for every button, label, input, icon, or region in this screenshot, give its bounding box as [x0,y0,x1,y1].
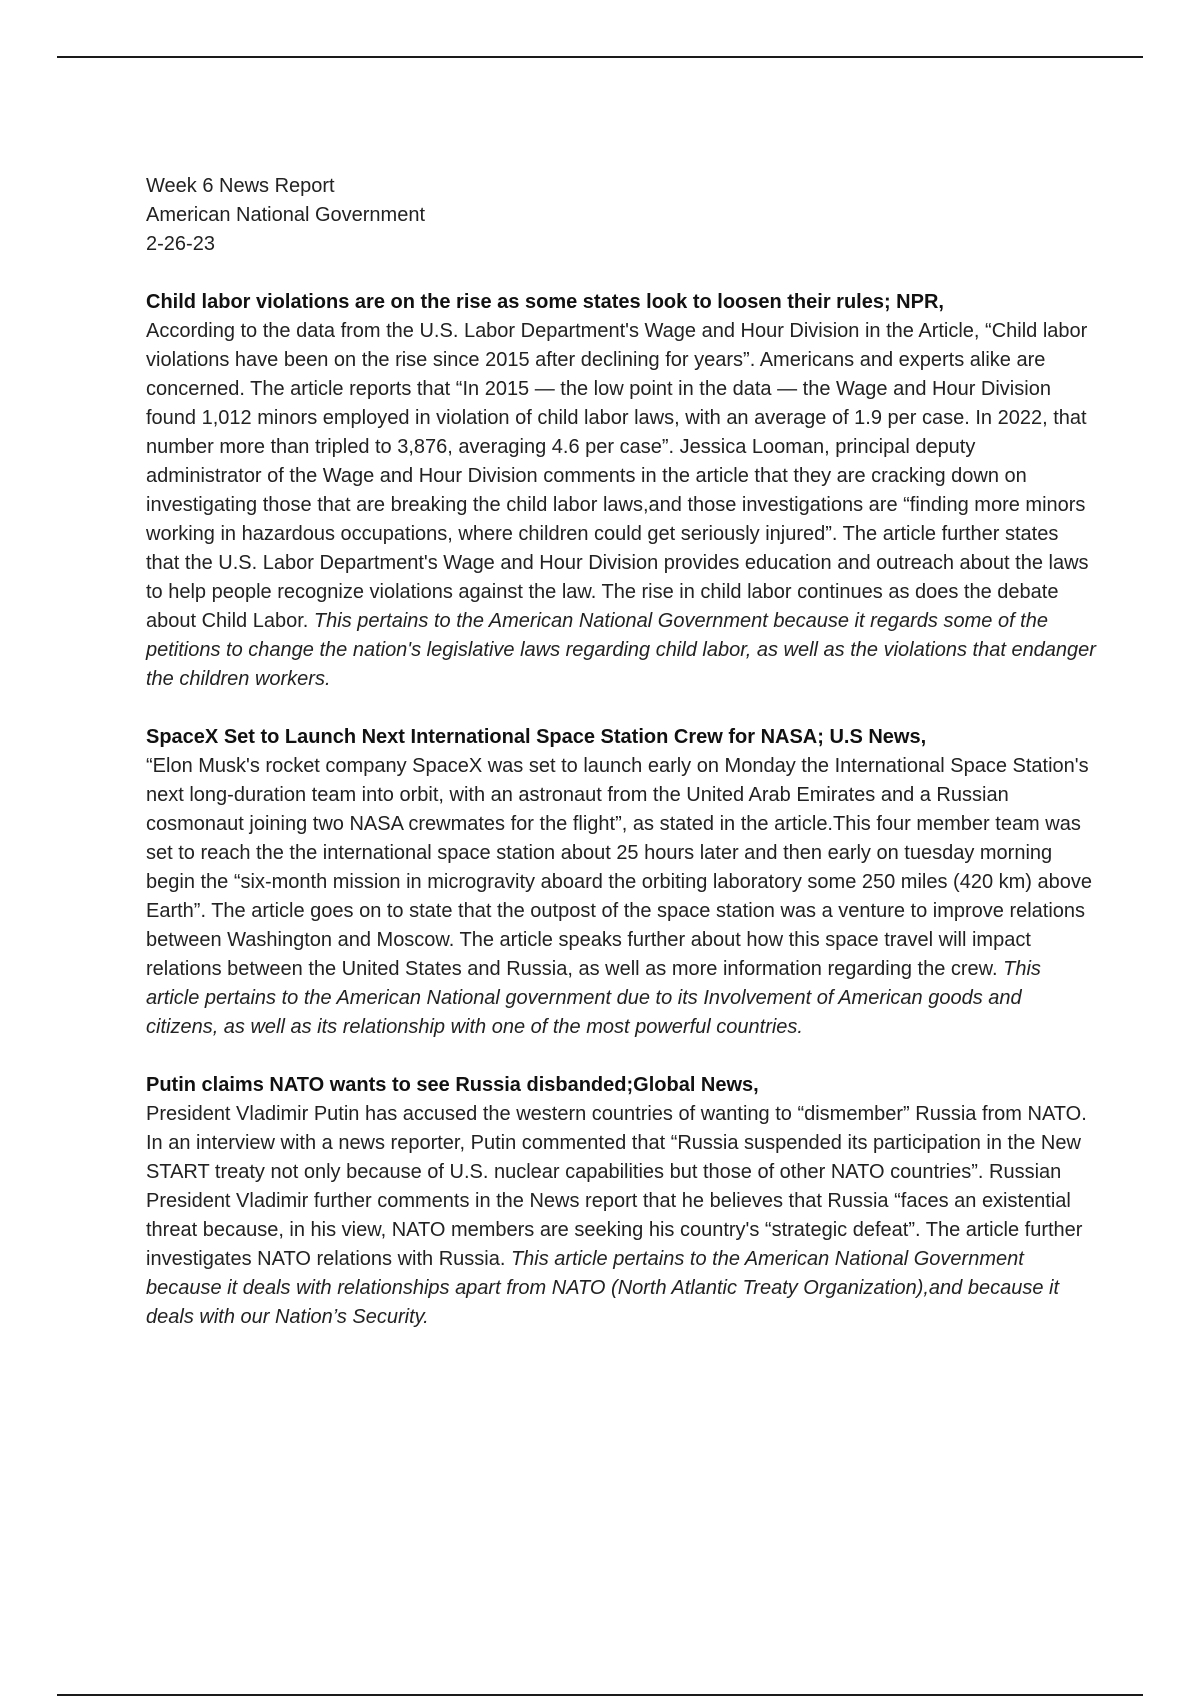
course-name: American National Government [146,204,426,226]
spacer [146,694,1096,723]
article-relevance: This pertains to the American National Government because it regards some of the petitions to change the nation's legislative laws regarding child labor, as well as the violations that endanger the children workers. [146,610,1096,690]
spacer [146,259,1096,288]
article-body: President Vladimir Putin has accused the western countries of wanting to “dismember” Russia from NATO. In an interview with a news reporter, Putin commented that “Russia suspended its participation in the New START treaty not only because of U.S. nuclear capabilities but those of other NATO countries”. Russian President Vladimir further comments in the News report that he believes that Russia “faces an existential threat because, in his view, NATO members are seeking his country's “strategic defeat”. The article further investigates NATO relations with Russia. [146,1103,1087,1270]
report-date: 2-26-23 [146,233,215,255]
article-relevance: This article pertains to the American National government due to its Involvement of American goods and citizens, as well as its relationship with one of the most powerful countries. [146,958,1041,1038]
article-text [146,752,1096,1042]
article-putin-nato [146,1071,1096,1332]
top-rule [57,56,1143,58]
article-body: According to the data from the U.S. Labor Department's Wage and Hour Division in the Article, “Child labor violations have been on the rise since 2015 after declining for years”. Americans and experts alike are concerned. The article reports that “In 2015 — the low point in the data — the Wage and Hour Division found 1,012 minors employed in violation of child labor laws, with an average of 1.9 per case. In 2022, that number more than tripled to 3,876, averaging 4.6 per case”. Jessica Looman, principal deputy administrator of the Wage and Hour Division comments in the article that they are cracking down on investigating those that are breaking the child labor laws,and those investigations are “finding more minors working in hazardous occupations, where children could get seriously injured”. The article further states that the U.S. Labor Department's Wage and Hour Division provides education and outreach about the laws to help people recognize violations against the law. The rise in child labor continues as does the debate about Child Labor. [146,320,1089,632]
article-spacex [146,723,1096,1042]
article-child-labor [146,288,1096,694]
article-title: SpaceX Set to Launch Next International Space Station Crew for NASA; U.S News, [146,726,927,748]
article-text [146,1100,1096,1332]
bottom-rule [57,1694,1143,1696]
report-title: Week 6 News Report [146,175,335,197]
article-title: Putin claims NATO wants to see Russia disbanded;Global News, [146,1074,759,1096]
spacer [146,1042,1096,1071]
article-title: Child labor violations are on the rise as some states look to loosen their rules; NPR, [146,291,944,313]
document-page [146,172,1096,1332]
article-text [146,317,1096,694]
article-relevance: This article pertains to the American National Government because it deals with relationships apart from NATO (North Atlantic Treaty Organization),and because it deals with our Nation’s Security. [146,1248,1060,1328]
article-body: “Elon Musk's rocket company SpaceX was set to launch early on Monday the International Space Station's next long-duration team into orbit, with an astronaut from the United Arab Emirates and a Russian cosmonaut joining two NASA crewmates for the flight”, as stated in the article.This four member team was set to reach the the international space station about 25 hours later and then early on tuesday morning begin the “six-month mission in microgravity aboard the orbiting laboratory some 250 miles (420 km) above Earth”. The article goes on to state that the outpost of the space station was a venture to improve relations between Washington and Moscow. The article speaks further about how this space travel will impact relations between the United States and Russia, as well as more information regarding the crew. [146,755,1092,980]
